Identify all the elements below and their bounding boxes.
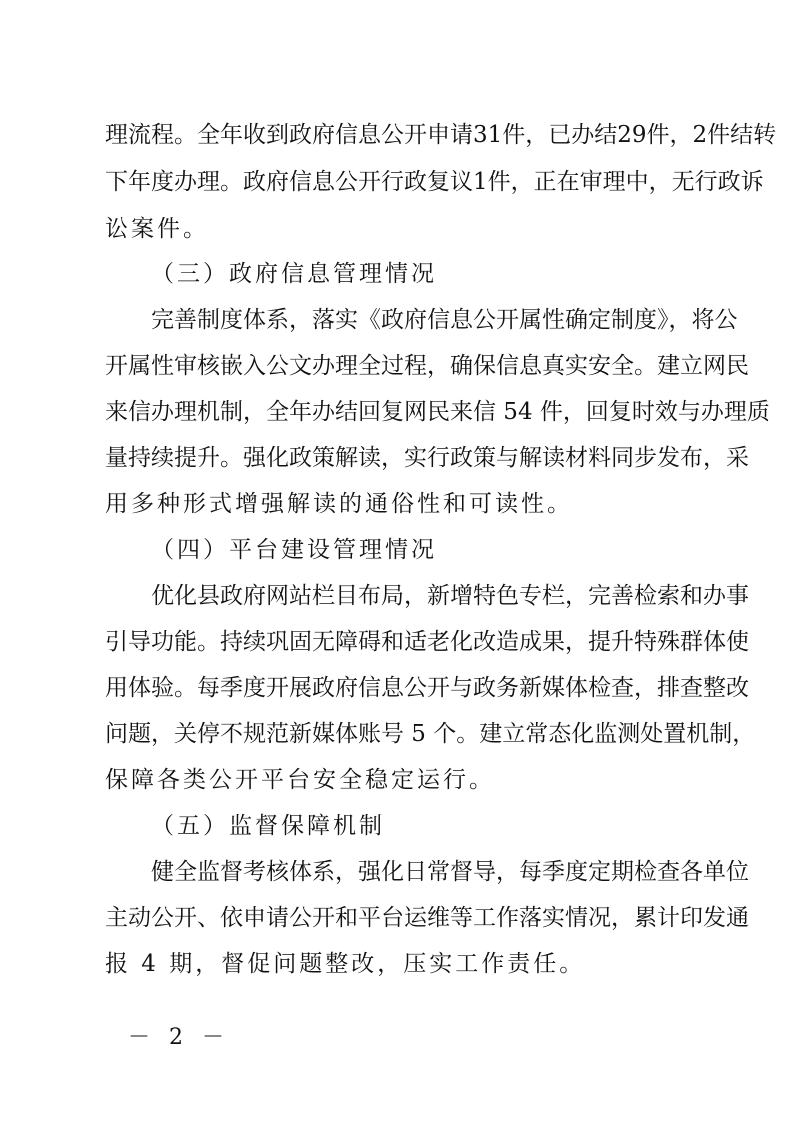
paragraph-line: 主动公开、依申请公开和平台运维等工作落实情况，累计印发通 <box>105 905 749 931</box>
section-heading: （五）监督保障机制 <box>151 813 385 839</box>
page-number: － 2 － <box>128 1025 230 1050</box>
section-heading: （四）平台建设管理情况 <box>151 537 437 563</box>
paragraph-line: 用体验。每季度开展政府信息公开与政务新媒体检查，排查整改 <box>105 675 749 701</box>
paragraph-line: 问题，关停不规范新媒体账号 5 个。建立常态化监测处置机制， <box>105 721 756 747</box>
paragraph-line: 讼案件。 <box>105 216 209 242</box>
paragraph-line: 量持续提升。强化政策解读，实行政策与解读材料同步发布，采 <box>105 445 749 471</box>
paragraph-line: 下年度办理。政府信息公开行政复议1件，正在审理中，无行政诉 <box>105 169 764 195</box>
paragraph-line: 引导功能。持续巩固无障碍和适老化改造成果，提升特殊群体使 <box>105 629 749 655</box>
paragraph-line: 理流程。全年收到政府信息公开申请31件，已办结29件，2件结转 <box>105 122 777 148</box>
paragraph-line: 完善制度体系，落实《政府信息公开属性确定制度》，将公 <box>151 307 738 333</box>
paragraph-line: 用多种形式增强解读的通俗性和可读性。 <box>105 491 573 517</box>
paragraph-line: 健全监督考核体系，强化日常督导，每季度定期检查各单位 <box>151 859 749 885</box>
paragraph-line: 保障各类公开平台安全稳定运行。 <box>105 767 495 793</box>
section-heading: （三）政府信息管理情况 <box>151 261 437 287</box>
paragraph-line: 开属性审核嵌入公文办理全过程，确保信息真实安全。建立网民 <box>105 353 749 379</box>
paragraph-line: 报 4 期，督促问题整改，压实工作责任。 <box>105 951 586 977</box>
paragraph-line: 来信办理机制，全年办结回复网民来信 54 件，回复时效与办理质 <box>105 399 770 425</box>
paragraph-line: 优化县政府网站栏目布局，新增特色专栏，完善检索和办事 <box>151 583 749 609</box>
